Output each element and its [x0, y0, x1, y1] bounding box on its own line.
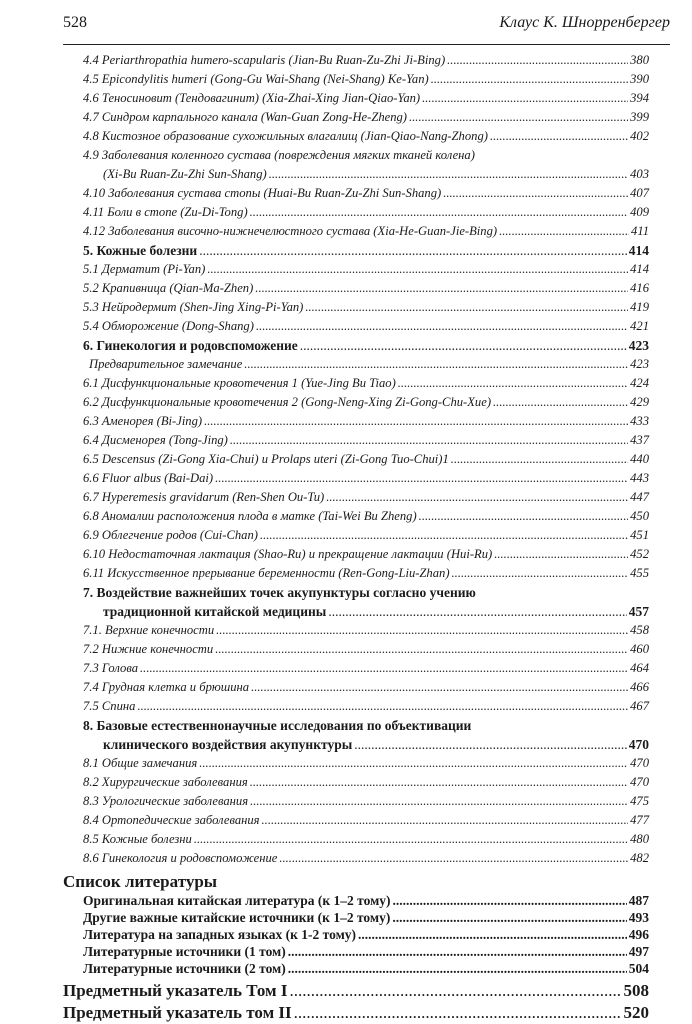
- page-number: 528: [63, 14, 87, 31]
- toc-entry-4-10: 4.10 Заболевания сустава стопы (Huai-Bu Ruan-Zu-Zhi Sun-Shang) ..... 407: [83, 185, 649, 202]
- toc-entry-4-4: 4.4 Periarthropathia humero-scapularis (Jian-Bu Ruan-Zu-Zhi Ji-Bing) ..... 380: [83, 52, 649, 69]
- toc-chapter-8-line1: 8. Базовые естественнонаучные исследования по объективации: [83, 718, 472, 733]
- toc-entry-7-5: 7.5 Спина ..... 467: [83, 698, 649, 715]
- toc-entry-6-11: 6.11 Искусственное прерывание беременности (Ren-Gong-Liu-Zhan) ..... 455: [83, 565, 649, 582]
- toc-entry-8-5: 8.5 Кожные болезни ..... 480: [83, 831, 649, 848]
- toc-entry-4-12: 4.12 Заболевания височно-нижнечелюстного сустава (Xia-He-Guan-Jie-Bing) ..... 411: [83, 223, 649, 240]
- toc-entry-4-8: 4.8 Кистозное образование сухожильных влагалищ (Jian-Qiao-Nang-Zhong) ..... 402: [83, 128, 649, 145]
- toc-bib-5: Литературные источники (2 том) ..... 504: [83, 960, 649, 978]
- toc-entry-5-2: 5.2 Крапивница (Qian-Ma-Zhen) ..... 416: [83, 280, 649, 297]
- bibliography-heading: Список литературы: [63, 872, 218, 891]
- page-header: [63, 6, 670, 42]
- toc-entry-4-9: (Xi-Bu Ruan-Zu-Zhi Sun-Shang) ..... 403: [103, 166, 649, 183]
- toc-entry-8-6: 8.6 Гинекология и родовспоможение ..... 482: [83, 850, 649, 867]
- toc-entry-6-3: 6.3 Аменорея (Bi-Jing) ..... 433: [83, 413, 649, 430]
- toc-entry-5-1: 5.1 Дерматит (Pi-Yan) ..... 414: [83, 261, 649, 278]
- toc-entry-6-4: 6.4 Дисменорея (Tong-Jing) ..... 437: [83, 432, 649, 449]
- toc-entry-6-6: 6.6 Fluor albus (Bai-Dai) ..... 443: [83, 470, 649, 487]
- toc-chapter-7: традиционной китайской медицины ..... 457: [103, 603, 649, 621]
- toc-entry-6-8: 6.8 Аномалии расположения плода в матке (Tai-Wei Bu Zheng) ..... 450: [83, 508, 649, 525]
- toc-bib-2: Другие важные китайские источники (к 1–2 тому) ..... 493: [83, 909, 649, 927]
- toc-entry-6-1: 6.1 Дисфункциональные кровотечения 1 (Yue-Jing Bu Tiao) ..... 424: [83, 375, 649, 392]
- toc-chapter-6: 6. Гинекология и родовспоможение ..... 423: [83, 337, 649, 355]
- toc-entry-6-5: 6.5 Descensus (Zi-Gong Xia-Chui) и Prolaps uteri (Zi-Gong Tuo-Chui)1 ..... 440: [83, 451, 649, 468]
- toc-bib-4: Литературные источники (1 том) ..... 497: [83, 943, 649, 961]
- toc-entry-5-3: 5.3 Нейродермит (Shen-Jing Xing-Pi-Yan) ..... 419: [83, 299, 649, 316]
- toc-subject-index-2: Предметный указатель том II ..... 520: [63, 1002, 649, 1024]
- toc-bib-1: Оригинальная китайская литература (к 1–2 тому) ..... 487: [83, 892, 649, 910]
- toc-entry-6-prelim: Предварительное замечание ..... 423: [83, 356, 649, 373]
- header-rule: [63, 44, 670, 45]
- toc-chapter-5: 5. Кожные болезни ..... 414: [83, 242, 649, 260]
- toc-subject-index-1: Предметный указатель Том I ..... 508: [63, 980, 649, 1002]
- toc-entry-4-7: 4.7 Синдром карпального канала (Wan-Guan Zong-He-Zheng) ..... 399: [83, 109, 649, 126]
- toc-entry-7-3: 7.3 Голова ..... 464: [83, 660, 649, 677]
- toc-entry-4-6: 4.6 Теносиновит (Тендовагинит) (Xia-Zhai-Xing Jian-Qiao-Yan) ..... 394: [83, 90, 649, 107]
- toc-entry-8-1: 8.1 Общие замечания ..... 470: [83, 755, 649, 772]
- toc-entry-4-9-line1: 4.9 Заболевания коленного сустава (повреждения мягких тканей колена): [83, 148, 475, 162]
- toc-entry-5-4: 5.4 Обморожение (Dong-Shang) ..... 421: [83, 318, 649, 335]
- toc-entry-8-4: 8.4 Ортопедические заболевания ..... 477: [83, 812, 649, 829]
- toc-chapter-8: клинического воздействия акупунктуры ..... 470: [103, 736, 649, 754]
- toc-entry-7-1: 7.1. Верхние конечности ..... 458: [83, 622, 649, 639]
- toc-entry-4-11: 4.11 Боли в стопе (Zu-Di-Tong) ..... 409: [83, 204, 649, 221]
- toc-entry-6-10: 6.10 Недостаточная лактация (Shao-Ru) и прекращение лактации (Hui-Ru) ..... 452: [83, 546, 649, 563]
- toc-entry-8-2: 8.2 Хирургические заболевания ..... 470: [83, 774, 649, 791]
- toc-entry-8-3: 8.3 Урологические заболевания ..... 475: [83, 793, 649, 810]
- toc-entry-6-2: 6.2 Дисфункциональные кровотечения 2 (Gong-Neng-Xing Zi-Gong-Chu-Xue) ..... 429: [83, 394, 649, 411]
- toc-bib-3: Литература на западных языках (к 1-2 тому) ..... 496: [83, 926, 649, 944]
- toc-entry-7-4: 7.4 Грудная клетка и брюшина ..... 466: [83, 679, 649, 696]
- toc-entry-7-2: 7.2 Нижние конечности ..... 460: [83, 641, 649, 658]
- toc-entry-6-9: 6.9 Облегчение родов (Cui-Chan) ..... 451: [83, 527, 649, 544]
- running-head: Клаус К. Шнорренбергер: [499, 14, 670, 31]
- toc-entry-4-5: 4.5 Epicondylitis humeri (Gong-Gu Wai-Shang (Nei-Shang) Ke-Yan) ..... 390: [83, 71, 649, 88]
- toc-chapter-7-line1: 7. Воздействие важнейших точек акупунктуры согласно учению: [83, 585, 476, 600]
- toc-entry-6-7: 6.7 Hyperemesis gravidarum (Ren-Shen Ou-Tu) ..... 447: [83, 489, 649, 506]
